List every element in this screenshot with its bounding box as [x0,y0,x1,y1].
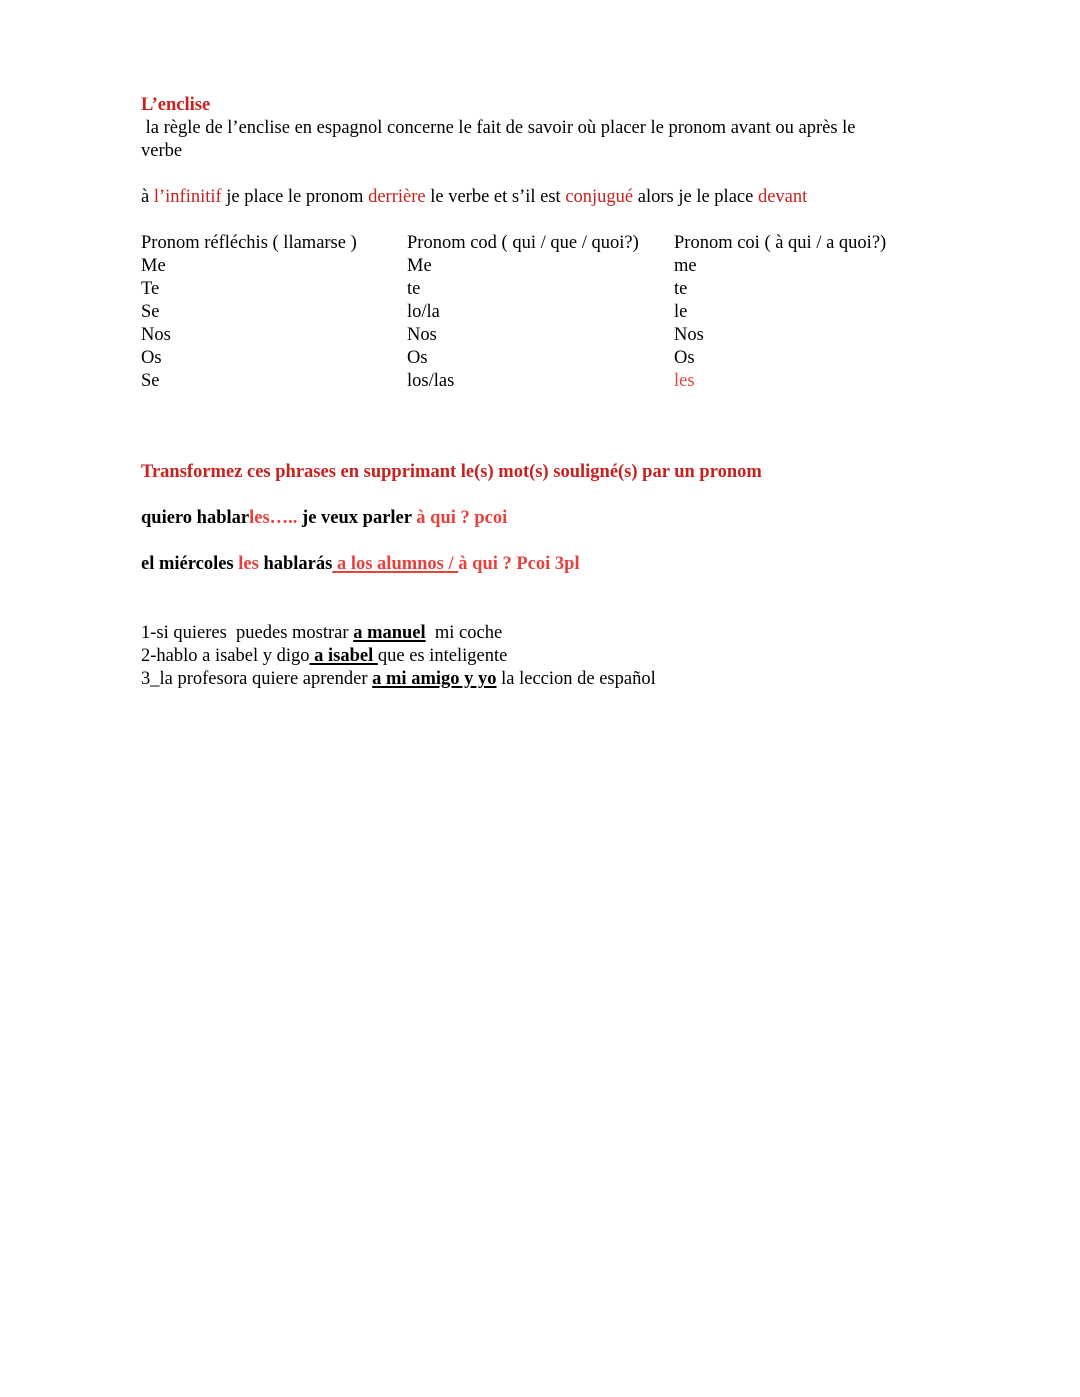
example-2-text-a: el miércoles [141,554,239,574]
exercise-item-3 [141,668,656,691]
table-cell: te [674,279,688,299]
table-cell: le [674,302,688,322]
table-cell: Os [141,348,162,368]
rule-text-2: je place le pronom [221,187,369,207]
table-cell: lo/la [407,302,440,322]
rule-derriere: derrière [368,187,426,207]
rule-infinitif: l’infinitif [153,187,222,207]
example-2-pronoun: les [238,554,259,574]
example-2 [141,553,580,576]
table-cell: los/las [407,371,455,391]
table-cell: me [674,256,697,276]
item-text-pre: 3_la profesora quiere aprender [141,669,373,689]
rule-sentence [141,186,807,209]
example-1-note: à qui ? pcoi [416,508,508,528]
exercise-heading: Transformez ces phrases en supprimant le(s) mot(s) souligné(s) par un pronom [141,462,762,482]
item-underlined: a mi amigo y yo [372,669,497,689]
document-title: L’enclise [141,95,211,115]
exercise-item-1 [141,622,502,645]
table-cell: Nos [141,325,171,345]
table-cell-highlight: les [674,371,695,391]
example-2-text-c: hablarás [258,554,333,574]
item-text-post: mi coche [425,623,503,643]
item-underlined: a manuel [353,623,426,643]
item-text-pre: 1-si quieres puedes mostrar [141,623,354,643]
table-header-reflexive: Pronom réfléchis ( llamarse ) [141,233,357,253]
table-cell: te [407,279,421,299]
rule-devant: devant [757,187,808,207]
item-text-post: la leccion de español [496,669,656,689]
intro-line-1: la règle de l’enclise en espagnol concerne le fait de savoir où placer le pronom avant ou après le [141,118,856,138]
table-cell: Se [141,302,160,322]
table-cell: Nos [674,325,704,345]
table-cell: Me [407,256,432,276]
example-1 [141,507,507,530]
example-2-underlined: a los alumnos / [332,554,459,574]
item-text-post: que es inteligente [377,646,508,666]
intro-line-2: verbe [141,141,183,161]
rule-text-3: le verbe et s’il est [425,187,566,207]
example-1-text-a: quiero hablar [141,508,250,528]
table-cell: Me [141,256,166,276]
example-1-pronoun: les….. [249,508,298,528]
rule-text-1: à [141,187,154,207]
table-header-coi: Pronom coi ( à qui / a quoi?) [674,233,887,253]
table-cell: Te [141,279,160,299]
rule-conjugue: conjugué [565,187,634,207]
example-1-text-c: je veux parler [297,508,417,528]
table-cell: Nos [407,325,437,345]
exercise-item-2 [141,645,507,668]
table-cell: Os [674,348,695,368]
table-header-cod: Pronom cod ( qui / que / quoi?) [407,233,639,253]
table-cell: Se [141,371,160,391]
table-cell: Os [407,348,428,368]
rule-text-4: alors je le place [633,187,758,207]
example-2-note: à qui ? Pcoi 3pl [458,554,580,574]
item-text-pre: 2-hablo a isabel y digo [141,646,310,666]
item-underlined: a isabel [309,646,378,666]
